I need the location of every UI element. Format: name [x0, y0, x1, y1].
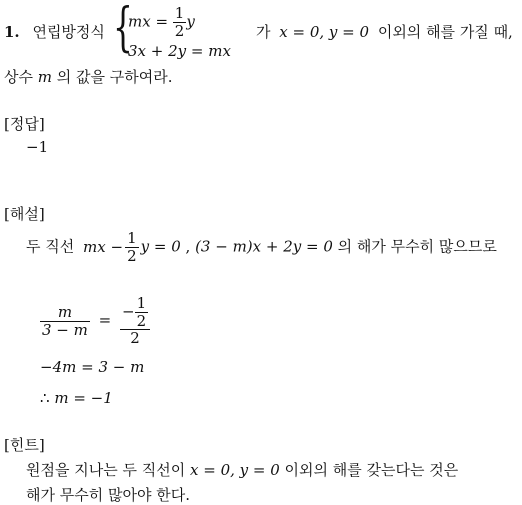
- hint-line1-math: x = 0, y = 0: [190, 461, 280, 479]
- line2-var: m: [37, 68, 52, 86]
- ratio-equals: =: [98, 311, 112, 330]
- line2-pre: 상수: [4, 68, 33, 86]
- step-3-expr: m = −1: [54, 389, 113, 407]
- explanation-tail: 의 해가 무수히 많으므로: [337, 237, 497, 256]
- eq1-right: y: [186, 12, 195, 31]
- expr1-fraction: [125, 231, 139, 264]
- system-brace: {: [113, 0, 133, 58]
- condition-post: 이외의 해를 가질 때,: [377, 23, 513, 41]
- ratio-right-inner-den: 2: [136, 311, 147, 330]
- eq1-equals: =: [150, 12, 173, 31]
- expr1-a: mx −: [83, 237, 124, 256]
- hint-line-1: [26, 459, 458, 480]
- expr2: (3 − m)x + 2y = 0: [195, 237, 333, 256]
- condition-math: x = 0, y = 0: [279, 23, 370, 41]
- condition-pre: 가: [256, 23, 271, 41]
- problem-condition: [256, 21, 513, 42]
- answer-value: −1: [26, 138, 49, 156]
- equation-2: 3x + 2y = mx: [128, 42, 231, 60]
- problem-number: 1.: [4, 23, 20, 41]
- ratio-right-sign: −: [122, 302, 135, 321]
- hint-line-2: 해가 무수히 많아야 한다.: [26, 486, 190, 504]
- ratio-left-num: m: [57, 302, 73, 321]
- eq1-fraction: [173, 6, 187, 39]
- ratio-right-inner-fraction: [135, 296, 149, 329]
- hint-line1-post: 이외의 해를 갖는다는 것은: [284, 461, 459, 479]
- equation-1: [128, 6, 195, 39]
- ratio-equation: [40, 296, 150, 347]
- explanation-heading: [해설]: [4, 205, 45, 223]
- expr1-b: y = 0: [140, 237, 181, 256]
- eq1-den: 2: [174, 21, 185, 40]
- hint-line1-pre: 원점을 지나는 두 직선이: [26, 461, 186, 479]
- hint-heading: [힌트]: [4, 436, 45, 454]
- expr1-num: 1: [127, 229, 137, 247]
- problem-statement: [4, 21, 105, 42]
- expr1-den: 2: [127, 246, 137, 265]
- explanation-lead: 두 직선: [26, 237, 75, 256]
- eq1-num: 1: [174, 4, 185, 22]
- ratio-left: [40, 302, 90, 339]
- line2-post: 의 값을 구하여라.: [56, 68, 173, 86]
- ratio-right-inner-num: 1: [136, 294, 147, 312]
- ratio-right-num: [120, 296, 150, 329]
- problem-line-2: [4, 66, 173, 87]
- ratio-right-den: 2: [120, 329, 150, 347]
- step-3: [40, 389, 113, 407]
- step-2: −4m = 3 − m: [40, 358, 145, 376]
- expr-comma: ,: [185, 237, 191, 256]
- ratio-right: [120, 296, 150, 347]
- therefore-symbol: ∴: [40, 389, 50, 407]
- answer-heading: [정답]: [4, 115, 45, 133]
- explanation-line: [26, 231, 497, 264]
- problem-lead: 연립방정식: [32, 23, 105, 41]
- ratio-left-den: 3 − m: [42, 320, 88, 339]
- eq1-left: mx: [128, 12, 151, 31]
